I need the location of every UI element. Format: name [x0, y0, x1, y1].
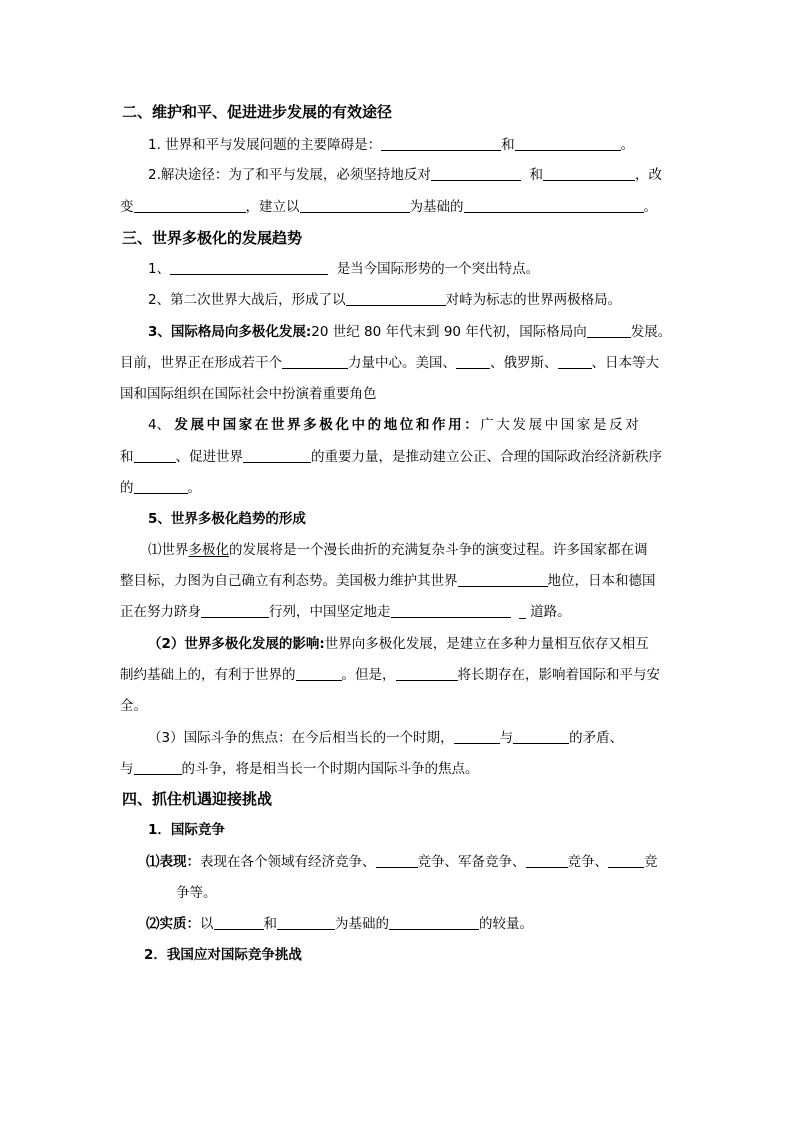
fill-blank[interactable] [456, 354, 490, 369]
s4-q1-line-2: 争等。 [176, 885, 217, 901]
s4-q1-text-c: 竞争、 [567, 854, 608, 870]
fill-blank[interactable] [300, 198, 410, 213]
fill-blank[interactable] [134, 479, 188, 494]
fill-blank[interactable] [134, 448, 176, 463]
s3-item-4-line-1 [148, 415, 641, 435]
fill-blank[interactable] [243, 448, 311, 463]
s3-item-2-text-b: 对峙为标志的世界两极格局。 [445, 292, 622, 308]
s3-item-3-line-3: 国和国际组织在国际社会中扮演着重要角色 [120, 386, 377, 402]
fill-blank[interactable] [526, 853, 568, 868]
fill-blank[interactable] [134, 760, 182, 775]
s2-item-2-text-c: ，改 [634, 167, 662, 183]
s4-q1-text-b: 竞争、军备竞争、 [417, 854, 526, 870]
s4-q2 [146, 914, 533, 934]
s3-item-5-heading: 5、世界多极化趋势的形成 [148, 511, 306, 527]
fill-blank[interactable] [134, 198, 246, 213]
s3-item-4-line-2 [120, 447, 662, 467]
s3-item-3-text-f: 、日本等大 [591, 355, 659, 371]
fill-blank[interactable] [346, 291, 446, 306]
section-2-heading: 二、维护和平、促进进步发展的有效途径 [122, 103, 393, 121]
s2-item-2-text-a: 2.解决途径：为了和平与发展，必须坚持地反对 [148, 167, 431, 183]
fill-blank[interactable] [458, 572, 548, 587]
fill-blank[interactable] [396, 666, 458, 681]
fill-blank[interactable] [214, 915, 264, 930]
fill-blank[interactable] [543, 166, 635, 181]
fill-blank[interactable] [296, 666, 342, 681]
s3-item-5-p2-text-a: 世界向多极化发展，是建立在多种力量相互依存又相互 [324, 636, 649, 652]
fill-blank[interactable] [454, 729, 500, 744]
s3-item-4-number: 4、 [148, 417, 171, 433]
s3-item-5-p1-text-b: 的发展将是一个漫长曲折的充满复杂斗争的演变过程。许多国家都在调 [229, 542, 648, 558]
s3-item-5-p2-label: （2）世界多极化发展的影响: [148, 636, 325, 652]
s3-item-5-para-2-line-1 [148, 634, 649, 654]
fill-blank[interactable] [464, 198, 644, 213]
s3-item-5-p1-text-d: 地位，日本和德国 [547, 573, 656, 589]
s3-item-5-p2-text-d: 将长期存在，影响着国际和平与安 [457, 667, 660, 683]
fill-blank[interactable] [513, 729, 569, 744]
s3-item-5-p1-text-f: 行列，中国坚定地走 [269, 604, 391, 620]
s3-item-5-para-2-line-3: 全。 [120, 698, 147, 714]
fill-blank[interactable] [391, 603, 511, 618]
s2-item-2-text-g: 。 [643, 199, 657, 215]
s3-item-2-text-a: 2、第二次世界大战后，形成了以 [148, 292, 346, 308]
fill-blank[interactable] [170, 260, 328, 275]
section-3-heading: 三、世界多极化的发展趋势 [122, 229, 303, 247]
s4-q1-label: ⑴表现： [146, 854, 200, 870]
fill-blank[interactable] [376, 853, 418, 868]
s3-item-1-text-a: 1、 [148, 261, 171, 277]
s4-q1-text-d: 竞 [644, 854, 658, 870]
s3-item-3-line-1 [148, 322, 671, 342]
s2-item-1-text-a: 1. 世界和平与发展问题的主要障碍是： [148, 137, 382, 153]
s3-item-1-text-b: 是当今国际形势的一个突出特点。 [336, 261, 540, 277]
s2-item-1-text-b: 和 [501, 137, 515, 153]
fill-blank[interactable] [277, 915, 335, 930]
s4-q1-line-1 [146, 852, 658, 872]
s3-item-5-p1-text-g: _ 道路。 [519, 604, 571, 620]
s2-item-1 [148, 135, 634, 155]
s3-item-4-text-c: 、促进世界 [175, 449, 243, 465]
s2-item-2-text-f: 为基础的 [409, 199, 464, 215]
fill-blank[interactable] [587, 323, 631, 338]
s2-item-2-text-b: 和 [529, 167, 543, 183]
s4-q2-text-a: 以 [200, 916, 214, 932]
s4-q2-text-b: 和 [263, 916, 277, 932]
s3-item-3-text-d: 力量中心。美国、 [348, 355, 456, 371]
s3-item-3-text-e: 、俄罗斯、 [490, 355, 558, 371]
s3-item-4-text-f: 。 [187, 480, 201, 496]
s3-item-5-para-1-line-3 [120, 602, 571, 622]
s3-item-3-text-a: 20 世纪 80 年代末到 90 年代初，国际格局向 [311, 324, 587, 340]
s2-item-2-line-2 [120, 197, 657, 217]
s3-item-3-text-b: 发展。 [630, 324, 672, 340]
s3-item-4-text-a: 广大发展中国家是反对 [480, 417, 642, 433]
s3-item-5-p1-text-e: 正在努力跻身 [120, 604, 201, 620]
s3-item-5-para-1-line-1 [148, 540, 648, 560]
s3-item-3-text-c: 目前，世界正在形成若干个 [120, 355, 282, 371]
fill-blank[interactable] [282, 354, 348, 369]
s3-item-4-text-d: 的重要力量，是推动建立公正、合理的国际政治经济新秩序 [311, 449, 662, 465]
s3-item-4-text-b: 和 [120, 449, 134, 465]
s3-item-4-line-3 [120, 478, 201, 498]
s2-item-2-text-e: ，建立以 [245, 199, 300, 215]
s3-item-5-p3-text-c: 的矛盾、 [569, 730, 624, 746]
s3-item-1 [148, 259, 539, 279]
fill-blank[interactable] [381, 136, 501, 151]
fill-blank[interactable] [431, 166, 521, 181]
s3-item-5-para-2-line-2 [120, 665, 660, 685]
section-4-heading: 四、抓住机遇迎接挑战 [122, 790, 273, 808]
s2-item-2-line-1 [148, 165, 662, 185]
s3-item-4-text-e: 的 [120, 480, 134, 496]
s3-item-3-label: 3、国际格局向多极化发展: [148, 324, 312, 340]
fill-blank[interactable] [389, 915, 479, 930]
s4-q2-text-d: 的较量。 [479, 916, 533, 932]
s3-item-2 [148, 290, 621, 310]
s2-item-1-text-c: 。 [620, 137, 635, 153]
s3-item-5-p2-text-c: 。但是， [341, 667, 396, 683]
s3-item-5-p2-text-b: 制约基础上的，有利于世界的 [120, 667, 296, 683]
s3-item-5-para-1-line-2 [120, 571, 656, 591]
s4-q2-text-c: 为基础的 [335, 916, 389, 932]
s4-q1-text-a: 表现在各个领域有经济竞争、 [200, 854, 376, 870]
fill-blank[interactable] [201, 603, 269, 618]
s4-q2-label: ⑵实质： [146, 916, 200, 932]
fill-blank[interactable] [608, 853, 644, 868]
fill-blank[interactable] [558, 354, 592, 369]
s3-item-3-line-2 [120, 353, 659, 373]
s2-item-2-text-d: 变 [120, 199, 134, 215]
s3-item-5-p3-text-d: 与 [120, 761, 134, 777]
s4-subheading-2: 2．我国应对国际竞争挑战 [144, 947, 302, 963]
s3-item-5-p1-text-c: 整目标，力图为自己确立有利态势。美国极力维护其世界 [120, 573, 458, 589]
s3-item-5-p3-text-a: （3）国际斗争的焦点：在今后相当长的一个时期， [148, 730, 454, 746]
s3-item-5-p3-text-e: 的斗争，将是相当长一个时期内国际斗争的焦点。 [181, 761, 479, 777]
s3-item-5-p1-underlined: 多极化 [188, 542, 229, 558]
s3-item-4-label: 发展中国家在世界多极化中的地位和作用： [174, 417, 481, 433]
s3-item-5-para-3-line-1 [148, 728, 623, 748]
s3-item-5-para-3-line-2 [120, 759, 479, 779]
s4-subheading-1: 1．国际竞争 [148, 822, 225, 838]
s3-item-5-p1-text-a: ⑴世界 [148, 542, 189, 558]
s3-item-5-p3-text-b: 与 [499, 730, 514, 746]
fill-blank[interactable] [515, 136, 621, 151]
